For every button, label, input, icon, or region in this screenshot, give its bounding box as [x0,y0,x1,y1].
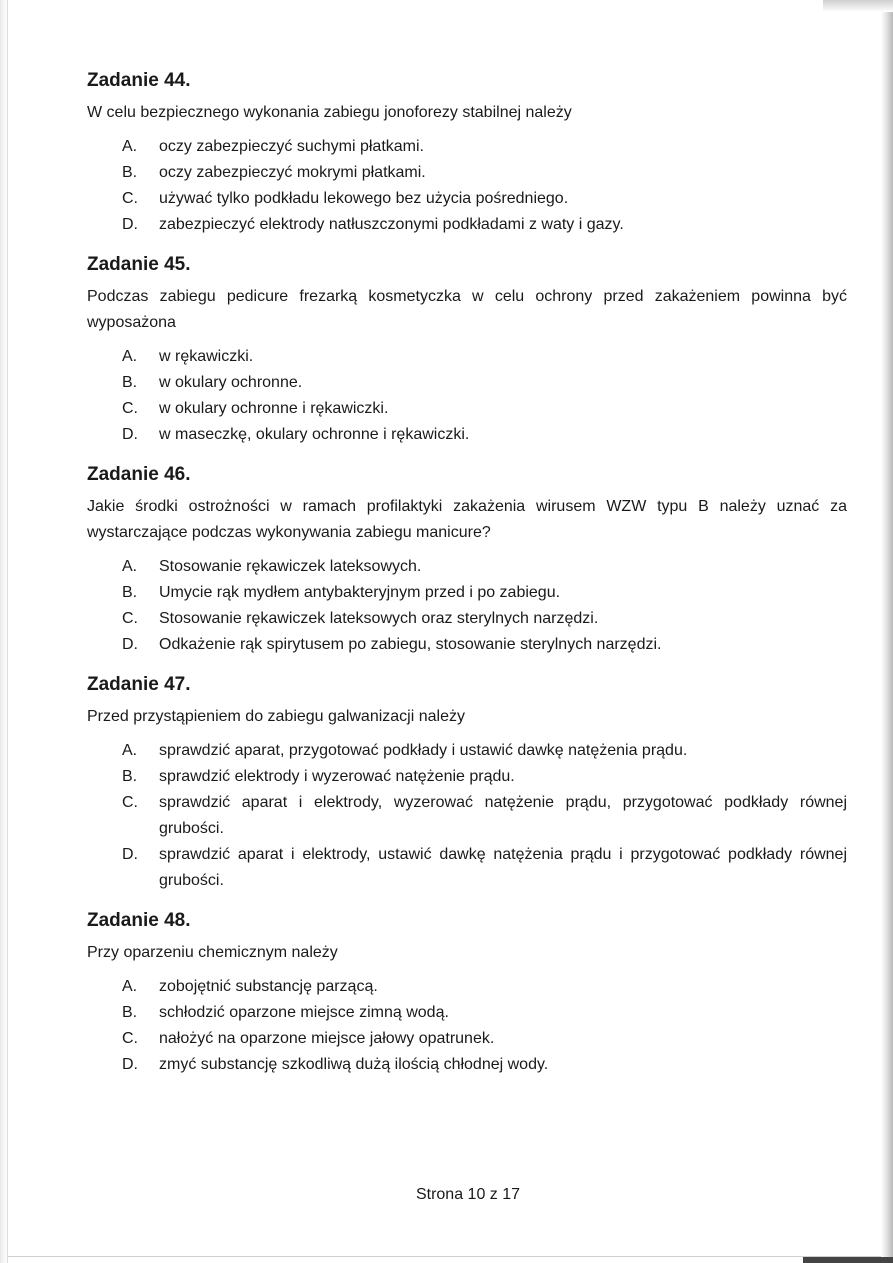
option-letter: A. [122,742,138,759]
option-a [122,554,847,580]
task-question: Przy oparzeniu chemicznym należy [87,944,338,961]
task-question: W celu bezpiecznego wykonania zabiegu jonoforezy stabilnej należy [87,104,572,121]
option-c [122,606,847,632]
option-letter: A. [122,558,138,575]
option-c [122,186,847,212]
option-text: używać tylko podkładu lekowego bez użycia pośredniego. [159,190,569,207]
option-d [122,1052,847,1078]
option-text: Odkażenie rąk spirytusem po zabiegu, stosowanie sterylnych narzędzi. [159,636,662,653]
document-content [87,68,847,1092]
option-d [122,422,847,448]
option-text: w okulary ochronne i rękawiczki. [159,400,389,417]
option-b [122,764,847,790]
option-text: sprawdzić aparat, przygotować podkłady i ustawić dawkę natężenia prądu. [159,742,688,759]
option-letter: D. [122,846,138,863]
option-a [122,344,847,370]
option-text: zobojętnić substancję parzącą. [159,978,378,995]
option-text: zabezpieczyć elektrody natłuszczonymi podkładami z waty i gazy. [159,216,624,233]
task-question: Podczas zabiegu pedicure frezarką kosmetyczka w celu ochrony przed zakażeniem powinna być wyposażona [87,288,847,331]
option-letter: C. [122,794,138,811]
task-46 [87,462,847,658]
options-list [87,554,847,658]
option-letter: A. [122,138,138,155]
task-question: Jakie środki ostrożności w ramach profilaktyki zakażenia wirusem WZW typu B należy uznać za wystarczające podczas wykonywania zabiegu manicure? [87,498,847,541]
option-letter: D. [122,426,138,443]
task-44 [87,68,847,238]
option-text: sprawdzić aparat i elektrody, wyzerować natężenie prądu, przygotować podkłady równej grubości. [159,794,847,837]
scan-bottom-line [8,1256,881,1257]
option-letter: B. [122,584,138,601]
task-title: Zadanie 44. [87,70,191,91]
option-d [122,632,847,658]
task-title: Zadanie 47. [87,674,191,695]
option-text: Stosowanie rękawiczek lateksowych. [159,558,422,575]
option-d [122,842,847,894]
scan-edge-left [0,0,8,1263]
option-text: zmyć substancję szkodliwą dużą ilością chłodnej wody. [159,1056,549,1073]
option-text: sprawdzić elektrody i wyzerować natężenie prądu. [159,768,515,785]
options-list [87,974,847,1078]
option-text: Umycie rąk mydłem antybakteryjnym przed i po zabiegu. [159,584,561,601]
option-a [122,738,847,764]
option-letter: A. [122,978,138,995]
option-text: schłodzić oparzone miejsce zimną wodą. [159,1004,449,1021]
option-letter: D. [122,636,138,653]
option-letter: B. [122,1004,138,1021]
option-letter: C. [122,610,138,627]
option-a [122,134,847,160]
option-text: Stosowanie rękawiczek lateksowych oraz sterylnych narzędzi. [159,610,599,627]
option-b [122,580,847,606]
option-letter: B. [122,768,138,785]
option-letter: B. [122,374,138,391]
option-b [122,160,847,186]
option-text: nałożyć na oparzone miejsce jałowy opatrunek. [159,1030,495,1047]
option-c [122,396,847,422]
option-letter: D. [122,1056,138,1073]
options-list [87,344,847,448]
option-letter: C. [122,190,138,207]
option-text: sprawdzić aparat i elektrody, ustawić dawkę natężenia prądu i przygotować podkłady równej grubości. [159,846,847,889]
task-title: Zadanie 46. [87,464,191,485]
task-title: Zadanie 48. [87,910,191,931]
task-45 [87,252,847,448]
scan-corner-bottom [803,1257,893,1263]
option-letter: A. [122,348,138,365]
option-c [122,1026,847,1052]
task-question: Przed przystąpieniem do zabiegu galwanizacji należy [87,708,465,725]
scan-corner-top [823,0,893,12]
options-list [87,738,847,894]
task-48 [87,908,847,1078]
option-a [122,974,847,1000]
option-d [122,212,847,238]
option-text: w okulary ochronne. [159,374,303,391]
page-number: Strona 10 z 17 [415,1186,521,1203]
option-letter: C. [122,1030,138,1047]
option-text: oczy zabezpieczyć suchymi płatkami. [159,138,424,155]
task-47 [87,672,847,894]
option-text: oczy zabezpieczyć mokrymi płatkami. [159,164,426,181]
option-c [122,790,847,842]
option-text: w maseczkę, okulary ochronne i rękawiczki. [159,426,470,443]
task-title: Zadanie 45. [87,254,191,275]
option-b [122,1000,847,1026]
options-list [87,134,847,238]
scan-edge-right [881,0,893,1263]
option-b [122,370,847,396]
option-letter: B. [122,164,138,181]
option-letter: D. [122,216,138,233]
option-text: w rękawiczki. [159,348,254,365]
option-letter: C. [122,400,138,417]
